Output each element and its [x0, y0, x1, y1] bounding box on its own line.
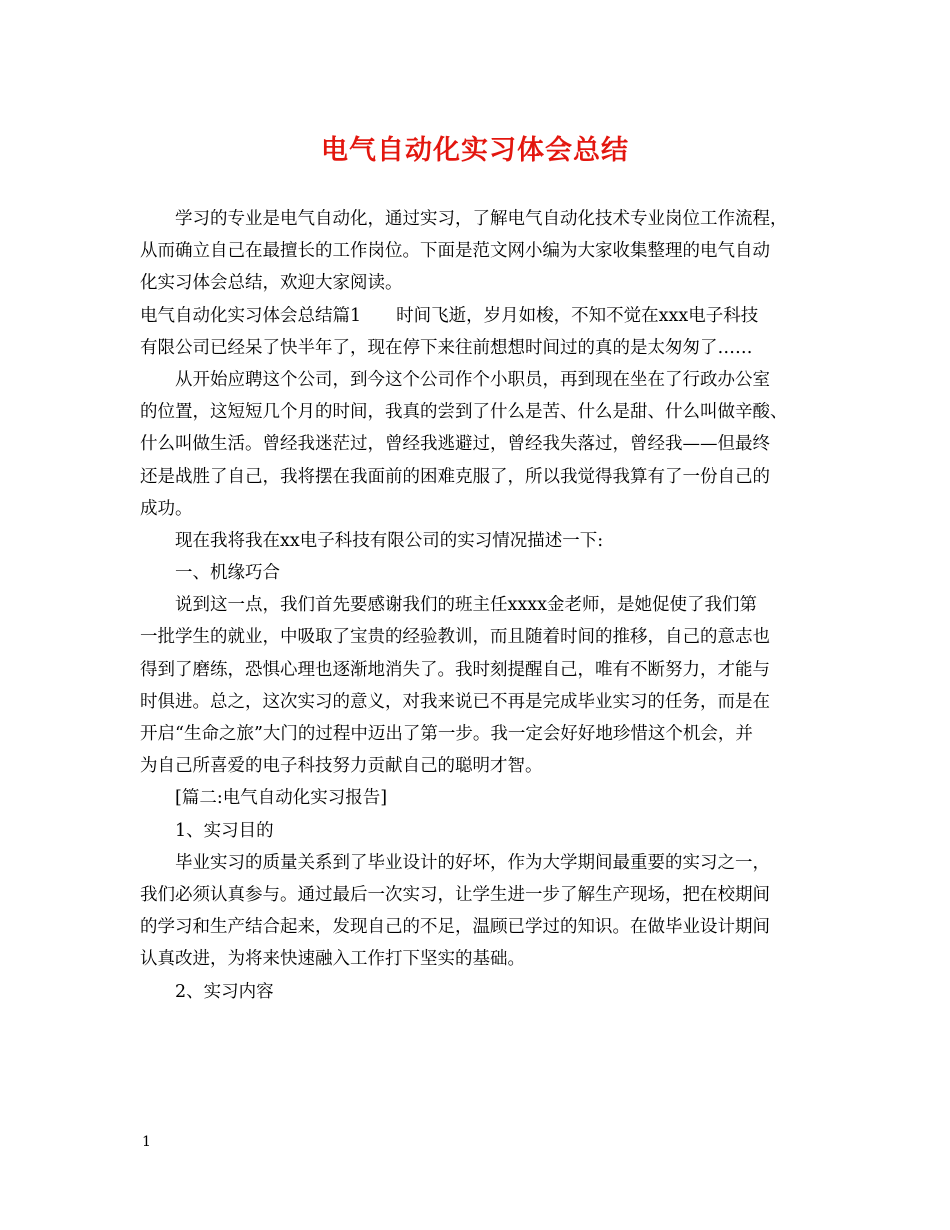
body-line: 有限公司已经呆了快半年了，现在停下来往前想想时间过的真的是太匆匆了…… [140, 337, 753, 358]
body-line: 2、实习内容 [175, 981, 274, 1002]
body-line: 还是战胜了自己，我将摆在我面前的困难克服了，所以我觉得我算有了一份自己的 [140, 466, 770, 487]
body-line: 成功。 [140, 498, 193, 519]
document-title: 电气自动化实习体会总结 [321, 135, 629, 166]
body-line: [篇二:电气自动化实习报告] [175, 788, 388, 809]
body-line: 现在我将我在xx电子科技有限公司的实习情况描述一下: [175, 530, 604, 551]
body-line: 一批学生的就业，中吸取了宝贵的经验教训，而且随着时间的推移，自己的意志也 [140, 627, 770, 648]
body-line: 化实习体会总结，欢迎大家阅读。 [140, 273, 403, 294]
document-body [140, 203, 830, 1008]
body-line: 学习的专业是电气自动化，通过实习，了解电气自动化技术专业岗位工作流程， [175, 209, 788, 229]
body-line: 一、机缘巧合 [175, 563, 280, 584]
body-line: 电气自动化实习体会总结篇1 时间飞逝，岁月如梭，不知不觉在xxx电子科技 [140, 305, 759, 326]
body-line: 为自己所喜爱的电子科技努力贡献自己的聪明才智。 [140, 756, 543, 777]
body-line: 的学习和生产结合起来，发现自己的不足，温顾已学过的知识。在做毕业设计期间 [140, 917, 770, 938]
page-number: 1 [142, 1134, 151, 1150]
body-line: 从开始应聘这个公司，到今这个公司作个小职员，再到现在坐在了行政办公室 [175, 369, 770, 390]
body-line: 开启“生命之旅”大门的过程中迈出了第一步。我一定会好好地珍惜这个机会，并 [140, 724, 753, 744]
body-line: 认真改进，为将来快速融入工作打下坚实的基础。 [140, 949, 525, 970]
body-line: 1、实习目的 [175, 820, 274, 841]
body-line: 从而确立自己在最擅长的工作岗位。下面是范文网小编为大家收集整理的电气自动 [140, 241, 770, 262]
body-line: 说到这一点，我们首先要感谢我们的班主任xxxx金老师，是她促使了我们第 [175, 595, 757, 616]
body-line: 时俱进。总之，这次实习的意义，对我来说已不再是完成毕业实习的任务，而是在 [140, 691, 770, 712]
body-line: 毕业实习的质量关系到了毕业设计的好坏，作为大学期间最重要的实习之一， [175, 852, 770, 873]
body-line: 的位置，这短短几个月的时间，我真的尝到了什么是苦、什么是甜、什么叫做辛酸、 [140, 402, 788, 423]
body-line: 我们必须认真参与。通过最后一次实习，让学生进一步了解生产现场，把在校期间 [140, 884, 770, 905]
body-line: 什么叫做生活。曾经我迷茫过，曾经我逃避过，曾经我失落过，曾经我——但最终 [140, 434, 770, 455]
body-line: 得到了磨练，恐惧心理也逐渐地消失了。我时刻提醒自己，唯有不断努力，才能与 [140, 659, 770, 680]
